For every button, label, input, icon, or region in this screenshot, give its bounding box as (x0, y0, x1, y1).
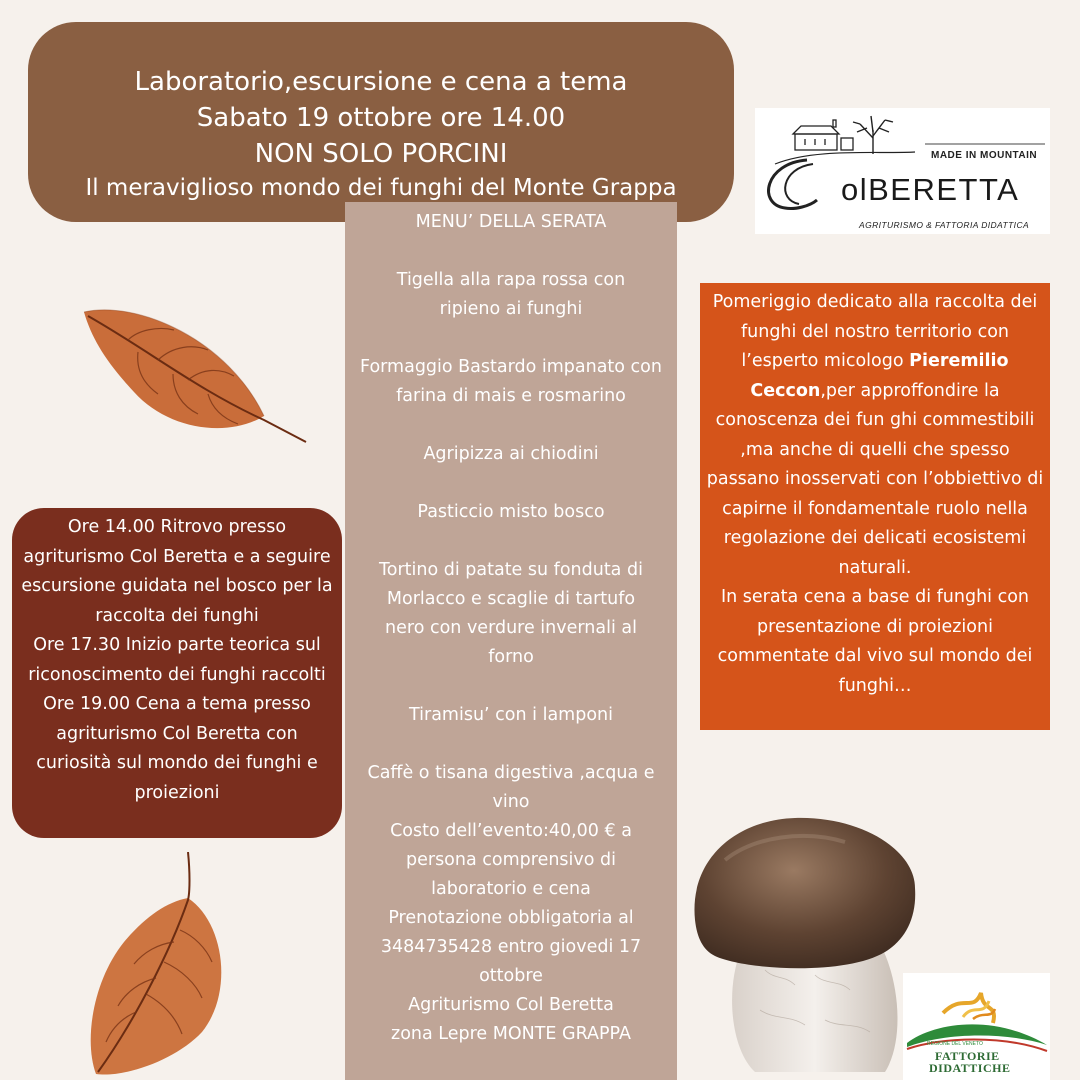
header-event-name: NON SOLO PORCINI (254, 139, 508, 169)
menu-dish: Tortino di patate su fonduta di Morlacco e scaglie di tartufo nero con verdure invernali al forno (379, 560, 643, 667)
col-beretta-logo (755, 108, 1050, 234)
logo-fattorie: FATTORIE (935, 1049, 1000, 1063)
menu-title: MENU’ DELLA SERATA (415, 212, 607, 232)
description-body: ,per approffondire la conoscenza dei fun ghi commestibili ,ma anche di quelli che spesso passano inosservati con l’obbiettivo di capirne il fondamentale ruolo nella regolazione dei delicati ecosistemi naturali. (706, 380, 1044, 578)
schedule-panel (12, 508, 342, 838)
menu-dish: Caffè o tisana digestiva ,acqua e vino (367, 763, 655, 812)
logo-sub: AGRITURISMO & FATTORIA DIDATTICA (859, 220, 1030, 230)
event-cost: Costo dell’evento:40,00 € a persona comprensivo di laboratorio e cena (390, 821, 632, 899)
schedule-item: Ore 19.00 Cena a tema presso agriturismo Col Beretta con curiosità sul mondo dei funghi e proiezioni (36, 694, 318, 803)
menu-dish: Pasticcio misto bosco (417, 502, 605, 522)
col-beretta-logo-graphic (755, 108, 1050, 234)
booking-info: Prenotazione obbligatoria al 3484735428 entro giovedi 17 ottobre (380, 908, 642, 986)
logo-tagline: MADE IN MOUNTAIN (931, 150, 1038, 161)
autumn-leaf-icon (78, 300, 310, 450)
menu-dish: Tiramisu’ con i lamponi (409, 705, 613, 725)
event-header (28, 22, 734, 222)
fattorie-didattiche-logo (903, 973, 1050, 1080)
logo-name: olBERETTA (841, 172, 1020, 207)
description-text (704, 288, 1046, 583)
logo-didattiche: DIDATTICHE (929, 1061, 1011, 1075)
header-date: Sabato 19 ottobre ore 14.00 (196, 103, 566, 133)
menu-panel (345, 202, 677, 1080)
schedule-item: Ore 17.30 Inizio parte teorica sul riconoscimento dei funghi raccolti (28, 635, 326, 685)
description-intro: Pomeriggio dedicato alla raccolta dei funghi del nostro territorio con l’esperto micologo (712, 292, 1038, 371)
menu-dish: Agripizza ai chiodini (423, 444, 599, 464)
description-evening: In serata cena a base di funghi con presentazione di proiezioni commentate dal vivo sul mondo dei funghi… (717, 587, 1033, 696)
description-panel (700, 283, 1050, 730)
autumn-leaf-icon (84, 852, 234, 1080)
expert-name: Pieremilio Ceccon (750, 351, 1009, 401)
header-subtitle: Il meraviglioso mondo dei funghi del Monte Grappa (85, 175, 677, 201)
schedule-item: Ore 14.00 Ritrovo presso agriturismo Col Beretta e a seguire escursione guidata nel bosco per la raccolta dei funghi (21, 517, 333, 626)
venue-location: zona Lepre MONTE GRAPPA (391, 1024, 631, 1044)
porcino-mushroom-icon (685, 800, 920, 1080)
menu-dish: Formaggio Bastardo impanato con farina di mais e rosmarino (360, 357, 662, 406)
logo-region: REGIONE DEL VENETO (927, 1041, 983, 1047)
header-title: Laboratorio,escursione e cena a tema (134, 67, 628, 97)
venue-name: Agriturismo Col Beretta (408, 995, 614, 1015)
menu-dish: Tigella alla rapa rossa con ripieno ai funghi (396, 270, 626, 319)
